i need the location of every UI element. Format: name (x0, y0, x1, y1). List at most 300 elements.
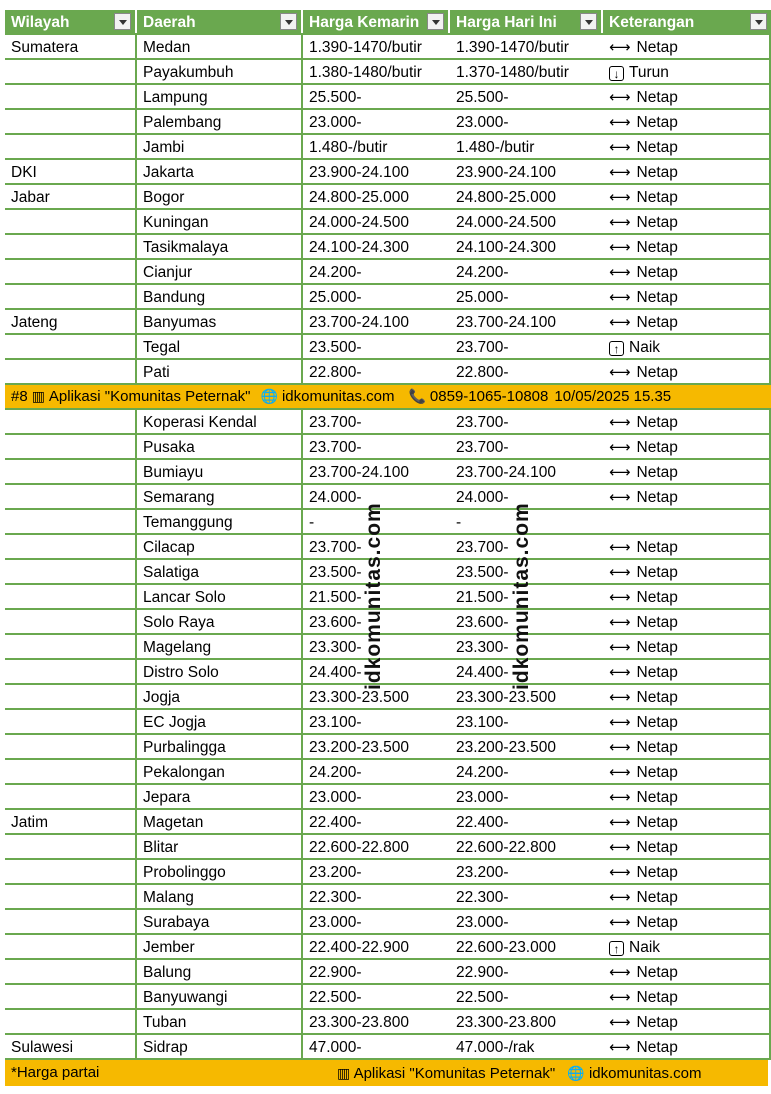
cell-keterangan[interactable] (603, 510, 771, 533)
cell-keterangan[interactable] (603, 585, 771, 608)
keterangan-label: Netap (636, 789, 678, 806)
cell-keterangan[interactable] (603, 110, 771, 133)
cell-keterangan[interactable] (603, 410, 771, 433)
cell-keterangan[interactable] (603, 35, 771, 58)
cell-harga-hari-ini[interactable]: 23.300-23.500 (456, 689, 556, 706)
header-label: Daerah (143, 14, 196, 31)
cell-wilayah[interactable] (5, 610, 137, 633)
cell-wilayah[interactable]: Sulawesi (5, 1035, 137, 1058)
keterangan-label: Netap (636, 989, 678, 1006)
footer-bar (5, 1060, 768, 1086)
cell-daerah[interactable]: Sidrap (137, 1035, 303, 1058)
cell-keterangan[interactable] (603, 910, 771, 933)
footer-note: *Harga partai (11, 1064, 100, 1081)
cell-harga-kemarin[interactable]: 23.600- (309, 614, 362, 631)
cell-harga-kemarin[interactable]: 21.500- (309, 589, 362, 606)
left-right-arrow-icon: ⟷ (609, 964, 631, 981)
cell-daerah[interactable]: Jepara (137, 785, 303, 808)
cell-harga-hari-ini[interactable]: 23.000- (456, 914, 509, 931)
cell-harga-hari-ini[interactable]: 23.200-23.500 (456, 739, 556, 756)
table-row (5, 835, 771, 860)
table-body-bottom (5, 410, 771, 1060)
keterangan-label: Netap (636, 1039, 678, 1056)
table-row (5, 235, 771, 260)
column-header-wilayah[interactable] (5, 10, 137, 33)
cell-wilayah[interactable] (5, 235, 137, 258)
table-row (5, 360, 771, 385)
cell-harga-kemarin[interactable]: 23.000- (309, 789, 362, 806)
keterangan-label: Netap (636, 1014, 678, 1031)
left-right-arrow-icon: ⟷ (609, 264, 631, 281)
cell-daerah[interactable]: Bogor (137, 185, 303, 208)
cell-daerah[interactable]: EC Jogja (137, 710, 303, 733)
left-right-arrow-icon: ⟷ (609, 39, 631, 56)
cell-harga-kemarin[interactable]: 22.300- (309, 889, 362, 906)
cell-daerah[interactable]: Kuningan (137, 210, 303, 233)
footer-branding (337, 1060, 701, 1087)
cell-harga-kemarin[interactable]: 23.000- (309, 914, 362, 931)
cell-keterangan[interactable] (603, 835, 771, 858)
cell-wilayah[interactable] (5, 635, 137, 658)
keterangan-label: Netap (636, 889, 678, 906)
keterangan-label: Netap (636, 489, 678, 506)
cell-wilayah[interactable] (5, 285, 137, 308)
left-right-arrow-icon: ⟷ (609, 464, 631, 481)
table-row (5, 885, 771, 910)
cell-harga-kemarin[interactable]: 1.390-1470/butir (309, 39, 422, 56)
cell-wilayah[interactable] (5, 960, 137, 983)
cell-daerah[interactable]: Banyuwangi (137, 985, 303, 1008)
cell-wilayah[interactable] (5, 485, 137, 508)
cell-harga-kemarin[interactable]: 23.300-23.500 (309, 689, 409, 706)
cell-keterangan[interactable] (603, 135, 771, 158)
cell-wilayah[interactable] (5, 560, 137, 583)
cell-daerah[interactable]: Malang (137, 885, 303, 908)
keterangan-label: Netap (636, 114, 678, 131)
cell-wilayah[interactable] (5, 985, 137, 1008)
table-row (5, 310, 771, 335)
table-header (5, 10, 771, 35)
cell-harga-kemarin[interactable]: 22.600-22.800 (309, 839, 409, 856)
cell-harga-kemarin[interactable]: 22.900- (309, 964, 362, 981)
cell-harga-hari-ini[interactable]: 1.370-1480/butir (456, 64, 569, 81)
table-row (5, 910, 771, 935)
cell-wilayah[interactable] (5, 785, 137, 808)
cell-wilayah[interactable]: DKI (5, 160, 137, 183)
cell-harga-hari-ini[interactable]: 23.300-23.800 (456, 1014, 556, 1031)
cell-harga-hari-ini[interactable]: 23.700-24.100 (456, 464, 556, 481)
keterangan-label: Netap (636, 39, 678, 56)
cell-daerah[interactable]: Koperasi Kendal (137, 410, 303, 433)
cell-daerah[interactable]: Banyumas (137, 310, 303, 333)
cell-daerah[interactable]: Pati (137, 360, 303, 383)
table-row (5, 660, 771, 685)
cell-wilayah[interactable] (5, 910, 137, 933)
left-right-arrow-icon: ⟷ (609, 89, 631, 106)
cell-harga-hari-ini[interactable]: 23.100- (456, 714, 509, 731)
left-right-arrow-icon: ⟷ (609, 539, 631, 556)
cell-harga-kemarin[interactable]: 23.500- (309, 564, 362, 581)
cell-keterangan[interactable] (603, 185, 771, 208)
cell-keterangan[interactable] (603, 960, 771, 983)
cell-daerah[interactable]: Purbalingga (137, 735, 303, 758)
cell-keterangan[interactable] (603, 285, 771, 308)
cell-harga-hari-ini[interactable]: 22.600-23.000 (456, 939, 556, 956)
cell-harga-hari-ini[interactable]: 23.000- (456, 114, 509, 131)
table-row (5, 435, 771, 460)
cell-harga-hari-ini[interactable]: 1.390-1470/butir (456, 39, 569, 56)
column-header-keterangan[interactable] (603, 10, 771, 33)
cell-harga-hari-ini[interactable]: 23.700- (456, 414, 509, 431)
cell-keterangan[interactable] (603, 160, 771, 183)
keterangan-label: Netap (636, 89, 678, 106)
cell-keterangan[interactable] (603, 210, 771, 233)
filter-dropdown-icon[interactable] (280, 13, 297, 30)
cell-wilayah[interactable]: Jatim (5, 810, 137, 833)
cell-harga-hari-ini[interactable]: 23.700-24.100 (456, 314, 556, 331)
table-row (5, 960, 771, 985)
cell-harga-kemarin[interactable]: 25.500- (309, 89, 362, 106)
cell-daerah[interactable]: Cilacap (137, 535, 303, 558)
cell-harga-hari-ini[interactable]: 22.600-22.800 (456, 839, 556, 856)
cell-daerah[interactable]: Magelang (137, 635, 303, 658)
column-header-harga-hari-ini[interactable] (450, 10, 603, 33)
cell-keterangan[interactable] (603, 760, 771, 783)
cell-wilayah[interactable]: Jateng (5, 310, 137, 333)
left-right-arrow-icon: ⟷ (609, 714, 631, 731)
cell-wilayah[interactable] (5, 760, 137, 783)
cell-daerah[interactable]: Salatiga (137, 560, 303, 583)
cell-harga-kemarin[interactable]: 24.200- (309, 264, 362, 281)
cell-keterangan[interactable] (603, 260, 771, 283)
cell-daerah[interactable]: Tasikmalaya (137, 235, 303, 258)
cell-harga-kemarin[interactable]: 23.700- (309, 539, 362, 556)
cell-harga-kemarin[interactable]: 24.400- (309, 664, 362, 681)
table-row (5, 685, 771, 710)
cell-keterangan[interactable] (603, 610, 771, 633)
cell-harga-hari-ini[interactable]: 23.700- (456, 539, 509, 556)
filter-dropdown-icon[interactable] (580, 13, 597, 30)
cell-harga-hari-ini[interactable]: 22.400- (456, 814, 509, 831)
footer-site[interactable]: idkomunitas.com (588, 1065, 702, 1082)
table-row (5, 860, 771, 885)
table-row (5, 785, 771, 810)
cell-daerah[interactable]: Bumiayu (137, 460, 303, 483)
cell-wilayah[interactable] (5, 660, 137, 683)
cell-keterangan[interactable] (603, 535, 771, 558)
cell-keterangan[interactable] (603, 710, 771, 733)
cell-wilayah[interactable] (5, 410, 137, 433)
cell-daerah[interactable]: Lancar Solo (137, 585, 303, 608)
up-arrow-icon: ↑ (609, 341, 624, 356)
cell-harga-kemarin[interactable]: 22.400- (309, 814, 362, 831)
left-right-arrow-icon: ⟷ (609, 814, 631, 831)
globe-icon: 🌐 (567, 1065, 585, 1081)
cell-daerah[interactable]: Jakarta (137, 160, 303, 183)
cell-keterangan[interactable] (603, 485, 771, 508)
watermark: idkomunitas.com (362, 502, 385, 690)
phone-app-icon: ▥ (31, 388, 45, 404)
cell-keterangan[interactable] (603, 810, 771, 833)
cell-harga-hari-ini[interactable]: 22.300- (456, 889, 509, 906)
left-right-arrow-icon: ⟷ (609, 764, 631, 781)
cell-harga-kemarin[interactable]: 23.200- (309, 864, 362, 881)
column-header-harga-kemarin[interactable] (303, 10, 450, 33)
cell-harga-kemarin[interactable]: 47.000- (309, 1039, 362, 1056)
cell-harga-kemarin[interactable]: 23.300- (309, 639, 362, 656)
cell-harga-kemarin[interactable]: 23.700- (309, 439, 362, 456)
cell-harga-kemarin[interactable]: 23.700-24.100 (309, 464, 409, 481)
table-row (5, 210, 771, 235)
cell-wilayah[interactable] (5, 60, 137, 83)
keterangan-label: Netap (636, 839, 678, 856)
cell-harga-hari-ini[interactable]: 23.300- (456, 639, 509, 656)
cell-daerah[interactable]: Probolinggo (137, 860, 303, 883)
left-right-arrow-icon: ⟷ (609, 439, 631, 456)
cell-harga-kemarin[interactable]: 22.800- (309, 364, 362, 381)
cell-wilayah[interactable] (5, 85, 137, 108)
filter-dropdown-icon[interactable] (427, 13, 444, 30)
keterangan-label: Netap (636, 414, 678, 431)
cell-wilayah[interactable] (5, 835, 137, 858)
cell-keterangan[interactable] (603, 635, 771, 658)
left-right-arrow-icon: ⟷ (609, 139, 631, 156)
cell-daerah[interactable]: Medan (137, 35, 303, 58)
cell-keterangan[interactable] (603, 85, 771, 108)
cell-wilayah[interactable] (5, 210, 137, 233)
cell-harga-kemarin[interactable]: 24.000-24.500 (309, 214, 409, 231)
cell-daerah[interactable]: Payakumbuh (137, 60, 303, 83)
cell-wilayah[interactable] (5, 885, 137, 908)
cell-harga-hari-ini[interactable]: 24.200- (456, 764, 509, 781)
cell-keterangan[interactable] (603, 1035, 771, 1058)
phone-icon: 📞 (408, 388, 426, 404)
left-right-arrow-icon: ⟷ (609, 564, 631, 581)
cell-daerah[interactable]: Jember (137, 935, 303, 958)
keterangan-label: Netap (636, 439, 678, 456)
table-row (5, 535, 771, 560)
keterangan-label: Netap (636, 289, 678, 306)
left-right-arrow-icon: ⟷ (609, 839, 631, 856)
cell-harga-hari-ini[interactable]: 24.000-24.500 (456, 214, 556, 231)
cell-wilayah[interactable] (5, 510, 137, 533)
cell-harga-hari-ini[interactable]: 25.500- (456, 89, 509, 106)
cell-keterangan[interactable] (603, 685, 771, 708)
cell-daerah[interactable]: Surabaya (137, 910, 303, 933)
cell-harga-kemarin[interactable]: 24.200- (309, 764, 362, 781)
cell-keterangan[interactable] (603, 435, 771, 458)
keterangan-label: Netap (636, 764, 678, 781)
keterangan-label: Netap (636, 564, 678, 581)
table-row (5, 760, 771, 785)
cell-daerah[interactable]: Cianjur (137, 260, 303, 283)
cell-harga-kemarin[interactable]: 23.200-23.500 (309, 739, 409, 756)
column-header-daerah[interactable] (137, 10, 303, 33)
cell-keterangan[interactable] (603, 60, 771, 83)
cell-wilayah[interactable] (5, 860, 137, 883)
cell-wilayah[interactable] (5, 460, 137, 483)
cell-harga-hari-ini[interactable]: 1.480-/butir (456, 139, 535, 156)
table-row (5, 460, 771, 485)
cell-daerah[interactable]: Distro Solo (137, 660, 303, 683)
up-arrow-icon: ↑ (609, 941, 624, 956)
cell-daerah[interactable]: Semarang (137, 485, 303, 508)
cell-wilayah[interactable] (5, 710, 137, 733)
cell-harga-kemarin[interactable]: 22.400-22.900 (309, 939, 409, 956)
banner-app: Aplikasi "Komunitas Peternak" (48, 388, 251, 405)
header-label: Harga Kemarin (309, 14, 420, 31)
table-body-top (5, 35, 771, 385)
cell-daerah[interactable]: Blitar (137, 835, 303, 858)
cell-keterangan[interactable] (603, 235, 771, 258)
cell-wilayah[interactable] (5, 360, 137, 383)
left-right-arrow-icon: ⟷ (609, 664, 631, 681)
keterangan-label: Netap (636, 164, 678, 181)
cell-harga-hari-ini[interactable]: 23.700- (456, 439, 509, 456)
left-right-arrow-icon: ⟷ (609, 614, 631, 631)
filter-dropdown-icon[interactable] (750, 13, 767, 30)
cell-daerah[interactable]: Palembang (137, 110, 303, 133)
cell-keterangan[interactable] (603, 935, 771, 958)
cell-wilayah[interactable] (5, 935, 137, 958)
cell-harga-hari-ini[interactable]: 24.100-24.300 (456, 239, 556, 256)
cell-daerah[interactable]: Tegal (137, 335, 303, 358)
cell-keterangan[interactable] (603, 335, 771, 358)
cell-harga-kemarin[interactable]: 23.100- (309, 714, 362, 731)
cell-harga-kemarin[interactable]: 23.000- (309, 114, 362, 131)
cell-harga-hari-ini[interactable]: 23.000- (456, 789, 509, 806)
cell-harga-hari-ini[interactable]: 22.500- (456, 989, 509, 1006)
cell-wilayah[interactable]: Sumatera (5, 35, 137, 58)
cell-keterangan[interactable] (603, 1010, 771, 1033)
keterangan-label: Netap (636, 314, 678, 331)
cell-harga-hari-ini[interactable]: - (456, 514, 462, 531)
left-right-arrow-icon: ⟷ (609, 989, 631, 1006)
cell-harga-kemarin[interactable]: 1.480-/butir (309, 139, 388, 156)
cell-keterangan[interactable] (603, 735, 771, 758)
cell-harga-kemarin[interactable]: 23.700- (309, 414, 362, 431)
cell-wilayah[interactable] (5, 685, 137, 708)
cell-daerah[interactable]: Balung (137, 960, 303, 983)
cell-keterangan[interactable] (603, 860, 771, 883)
left-right-arrow-icon: ⟷ (609, 889, 631, 906)
keterangan-label: Netap (636, 689, 678, 706)
cell-daerah[interactable]: Tuban (137, 1010, 303, 1033)
keterangan-label: Netap (636, 214, 678, 231)
cell-daerah[interactable]: Pekalongan (137, 760, 303, 783)
cell-keterangan[interactable] (603, 460, 771, 483)
table-row (5, 260, 771, 285)
cell-harga-hari-ini[interactable]: 47.000-/rak (456, 1039, 535, 1056)
cell-wilayah[interactable] (5, 260, 137, 283)
footer-app: Aplikasi "Komunitas Peternak" (353, 1065, 556, 1082)
cell-keterangan[interactable] (603, 785, 771, 808)
cell-harga-kemarin[interactable]: 23.700-24.100 (309, 314, 409, 331)
cell-harga-kemarin[interactable]: 25.000- (309, 289, 362, 306)
left-right-arrow-icon: ⟷ (609, 414, 631, 431)
cell-keterangan[interactable] (603, 985, 771, 1008)
header-label: Wilayah (11, 14, 70, 31)
table-row (5, 160, 771, 185)
cell-wilayah[interactable] (5, 110, 137, 133)
cell-harga-kemarin[interactable]: 24.100-24.300 (309, 239, 409, 256)
table-row (5, 735, 771, 760)
cell-harga-hari-ini[interactable]: 23.600- (456, 614, 509, 631)
cell-harga-hari-ini[interactable]: 21.500- (456, 589, 509, 606)
cell-daerah[interactable]: Lampung (137, 85, 303, 108)
keterangan-label: Netap (636, 864, 678, 881)
cell-wilayah[interactable] (5, 735, 137, 758)
cell-wilayah[interactable] (5, 435, 137, 458)
cell-harga-kemarin[interactable]: 23.300-23.800 (309, 1014, 409, 1031)
globe-icon: 🌐 (260, 388, 278, 404)
cell-wilayah[interactable]: Jabar (5, 185, 137, 208)
cell-keterangan[interactable] (603, 660, 771, 683)
cell-daerah[interactable]: Magetan (137, 810, 303, 833)
cell-harga-hari-ini[interactable]: 22.900- (456, 964, 509, 981)
banner-phone[interactable]: 0859-1065-10808 (429, 388, 549, 405)
cell-harga-kemarin[interactable]: - (309, 514, 315, 531)
cell-daerah[interactable]: Solo Raya (137, 610, 303, 633)
cell-wilayah[interactable] (5, 135, 137, 158)
cell-harga-hari-ini[interactable]: 25.000- (456, 289, 509, 306)
cell-wilayah[interactable] (5, 535, 137, 558)
cell-harga-hari-ini[interactable]: 24.400- (456, 664, 509, 681)
cell-harga-hari-ini[interactable]: 24.000- (456, 489, 509, 506)
filter-dropdown-icon[interactable] (114, 13, 131, 30)
cell-harga-hari-ini[interactable]: 23.500- (456, 564, 509, 581)
cell-daerah[interactable]: Jambi (137, 135, 303, 158)
cell-keterangan[interactable] (603, 885, 771, 908)
table-row (5, 510, 771, 535)
banner-site[interactable]: idkomunitas.com (281, 388, 395, 405)
table-row (5, 1010, 771, 1035)
cell-wilayah[interactable] (5, 1010, 137, 1033)
cell-harga-kemarin[interactable]: 24.000- (309, 489, 362, 506)
cell-wilayah[interactable] (5, 335, 137, 358)
left-right-arrow-icon: ⟷ (609, 639, 631, 656)
cell-harga-hari-ini[interactable]: 23.900-24.100 (456, 164, 556, 181)
cell-harga-kemarin[interactable]: 23.500- (309, 339, 362, 356)
left-right-arrow-icon: ⟷ (609, 864, 631, 881)
table-row (5, 285, 771, 310)
cell-harga-hari-ini[interactable]: 23.700- (456, 339, 509, 356)
cell-daerah[interactable]: Bandung (137, 285, 303, 308)
cell-harga-hari-ini[interactable]: 23.200- (456, 864, 509, 881)
cell-keterangan[interactable] (603, 560, 771, 583)
price-table (5, 10, 771, 1060)
table-row (5, 985, 771, 1010)
cell-harga-kemarin[interactable]: 23.900-24.100 (309, 164, 409, 181)
cell-harga-hari-ini[interactable]: 22.800- (456, 364, 509, 381)
cell-daerah[interactable]: Pusaka (137, 435, 303, 458)
cell-harga-kemarin[interactable]: 24.800-25.000 (309, 189, 409, 206)
table-row (5, 635, 771, 660)
cell-daerah[interactable]: Jogja (137, 685, 303, 708)
keterangan-label: Netap (636, 464, 678, 481)
header-label: Harga Hari Ini (456, 14, 557, 31)
cell-harga-kemarin[interactable]: 22.500- (309, 989, 362, 1006)
cell-wilayah[interactable] (5, 585, 137, 608)
cell-daerah[interactable]: Temanggung (137, 510, 303, 533)
left-right-arrow-icon: ⟷ (609, 314, 631, 331)
cell-keterangan[interactable] (603, 360, 771, 383)
cell-harga-hari-ini[interactable]: 24.800-25.000 (456, 189, 556, 206)
cell-keterangan[interactable] (603, 310, 771, 333)
cell-harga-hari-ini[interactable]: 24.200- (456, 264, 509, 281)
cell-harga-kemarin[interactable]: 1.380-1480/butir (309, 64, 422, 81)
table-row (5, 135, 771, 160)
